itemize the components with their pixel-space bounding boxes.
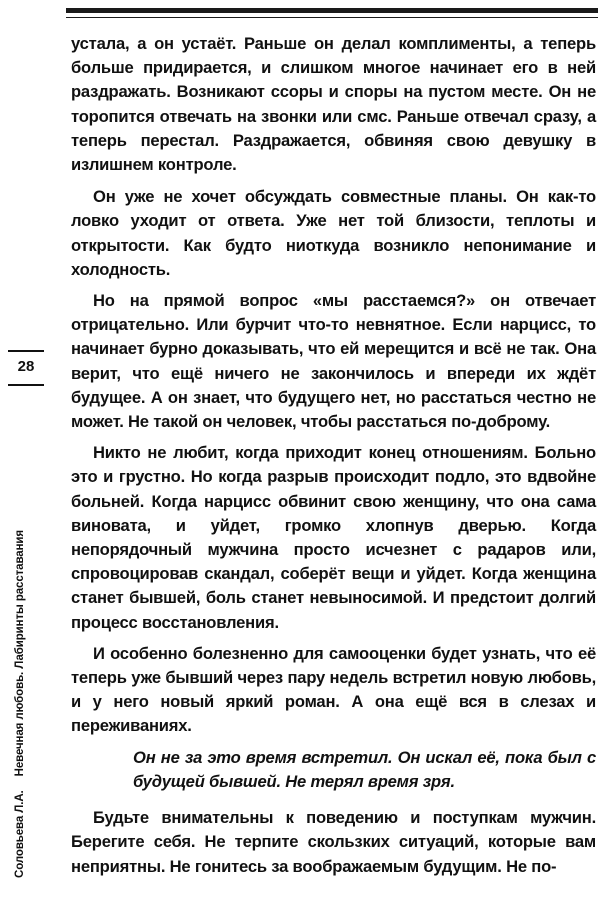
page-number-rule-bottom [8, 384, 44, 386]
page-body [71, 32, 596, 886]
top-rule [66, 8, 598, 13]
italic-quote: Он не за это время встретил. Он искал её, пока был с будущей бывшей. Не терял время зря. [133, 747, 596, 791]
paragraph: Но на прямой вопрос «мы расстаемся?» он отвечает отрицательно. Или бурчит что-то невнятное. Если нарцисс, то начинает бурно доказывать, что ей мерещится и всё не так. Она верит, что ещё ничего не закончилось и впереди их ждёт будущее. А он знает, что будущего нет, но расстаться честно не может. Не такой он человек, чтобы расстаться по-доброму. [71, 291, 596, 432]
paragraph: Он уже не хочет обсуждать совместные планы. Он как-то ловко уходит от ответа. Уже нет той близости, теплоты и открытости. Как будто ниоткуда возникло непонимание и холодность. [71, 187, 596, 279]
top-rule-thin [66, 17, 598, 18]
paragraph: Будьте внимательны к поведению и поступкам мужчин. Берегите себя. Не терпите скользких ситуаций, которые вам неприятны. Не гонитесь за воображаемым будущим. Не по- [71, 808, 596, 876]
paragraph: Никто не любит, когда приходит конец отношениям. Больно это и грустно. Но когда разрыв происходит подло, это вдвойне больней. Когда нарцисс обвинит свою женщину, что она сама виновата, и уйдет, громко хлопнув дверью. Когда непорядочный мужчина просто исчезнет с радаров или, спровоцировав скандал, соберёт вещи и уйдет. Когда женщина станет бывшей, боль станет невыносимой. И предстоит долгий процесс восстановления. [71, 443, 596, 632]
running-title: Невечная любовь. Лабиринты расставания [14, 529, 26, 777]
running-header [14, 530, 26, 878]
running-author: Соловьева Л.А. [14, 790, 26, 878]
paragraph: И особенно болезненно для самооценки будет узнать, что её теперь уже бывший через пару недель встретил новую любовь, и у него новый яркий роман. А она ещё вся в слезах и переживаниях. [71, 643, 596, 736]
paragraph: устала, а он устаёт. Раньше он делал комплименты, а теперь больше придирается, и слишком многое начинает его в ней раздражать. Возникают ссоры и споры на пустом месте. Он не торопится отвечать на звонки или смс. Раньше отвечал сразу, а теперь перестал. Раздражается, обвиняя свою девушку в излишнем контроле. [71, 34, 596, 175]
page-number-rule-top [8, 350, 44, 352]
page-number: 28 [17, 358, 35, 375]
